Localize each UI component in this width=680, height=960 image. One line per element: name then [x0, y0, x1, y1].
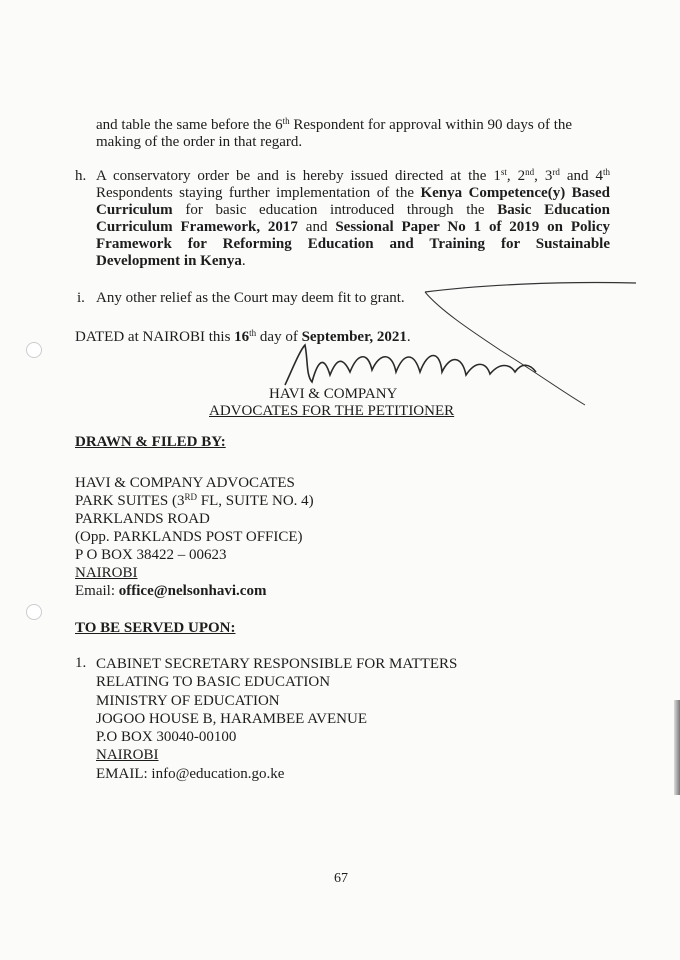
served-heading: TO BE SERVED UPON:	[75, 620, 236, 636]
signatory-role: ADVOCATES FOR THE PETITIONER	[209, 403, 455, 419]
address-city: NAIROBI	[75, 565, 138, 581]
drawn-filed-heading: DRAWN & FILED BY:	[75, 434, 226, 450]
text: and	[297, 219, 336, 235]
sup: st	[500, 167, 507, 177]
text: Respondent for approval within 90 days of the	[289, 117, 573, 133]
address-line: CABINET SECRETARY RESPONSIBLE FOR MATTERS	[96, 656, 458, 672]
address-line: PARKLANDS ROAD	[75, 511, 210, 527]
bold-text: September, 2021	[301, 329, 407, 345]
bold-text: Kenya Competence(y) Based Curriculum	[96, 185, 610, 218]
dated-line	[75, 329, 411, 346]
text: .	[241, 253, 246, 269]
text: PARK SUITES (3	[75, 493, 185, 509]
address-line: JOGOO HOUSE B, HARAMBEE AVENUE	[96, 710, 367, 727]
bold-text: 16	[234, 329, 250, 345]
text: and table the same before the 6	[96, 117, 283, 133]
served-address	[96, 655, 457, 783]
signatory-firm: HAVI & COMPANY	[269, 386, 398, 402]
address-line: P.O BOX 30040-00100	[96, 729, 237, 746]
paragraph-h	[96, 168, 610, 270]
sup: th	[282, 116, 290, 126]
page-edge-shadow	[674, 700, 680, 795]
text: A conservatory order be and is hereby issued directed at the 1	[96, 168, 501, 184]
sup: th	[603, 167, 611, 177]
text: , 3	[534, 168, 553, 184]
punch-hole	[26, 604, 42, 620]
served-marker: 1.	[75, 655, 87, 671]
email-label: Email:	[75, 583, 119, 599]
sup: rd	[552, 167, 560, 177]
paragraph-g-continued	[96, 117, 616, 151]
paragraph-i: Any other relief as the Court may deem fit to grant.	[96, 290, 405, 306]
list-marker-h: h.	[75, 168, 87, 184]
text: .	[406, 329, 411, 345]
punch-hole	[26, 342, 42, 358]
text: Respondents staying further implementation of the	[96, 185, 421, 201]
list-marker-i: i.	[77, 290, 85, 306]
address-line: HAVI & COMPANY ADVOCATES	[75, 475, 295, 491]
text: FL, SUITE NO. 4)	[196, 493, 314, 509]
text: day of	[256, 329, 302, 345]
address-line: MINISTRY OF EDUCATION	[96, 692, 280, 709]
page-number: 67	[334, 871, 348, 886]
email-link[interactable]: office@nelsonhavi.com	[118, 583, 267, 599]
drawn-filed-address	[75, 474, 314, 600]
bold-text: Basic Education Curriculum Framework, 2017	[96, 202, 610, 235]
address-line: P O BOX 38422 – 00623	[75, 547, 227, 563]
sup: RD	[184, 492, 197, 502]
address-line: (Opp. PARKLANDS POST OFFICE)	[75, 529, 303, 545]
address-city: NAIROBI	[96, 747, 159, 764]
text: DATED at NAIROBI this	[75, 329, 235, 345]
sup: nd	[525, 167, 535, 177]
email-line: EMAIL: info@education.go.ke	[96, 765, 285, 782]
text: and 4	[559, 168, 603, 184]
text: , 2	[506, 168, 526, 184]
text: for basic education introduced through the	[172, 202, 498, 218]
bold-text: Sessional Paper No 1 of 2019 on Policy Framework for Reforming Education and Training for Sustainable Development in Kenya	[96, 219, 611, 269]
text: making of the order in that regard.	[96, 134, 303, 150]
sup: th	[249, 328, 257, 338]
address-line: RELATING TO BASIC EDUCATION	[96, 674, 331, 691]
